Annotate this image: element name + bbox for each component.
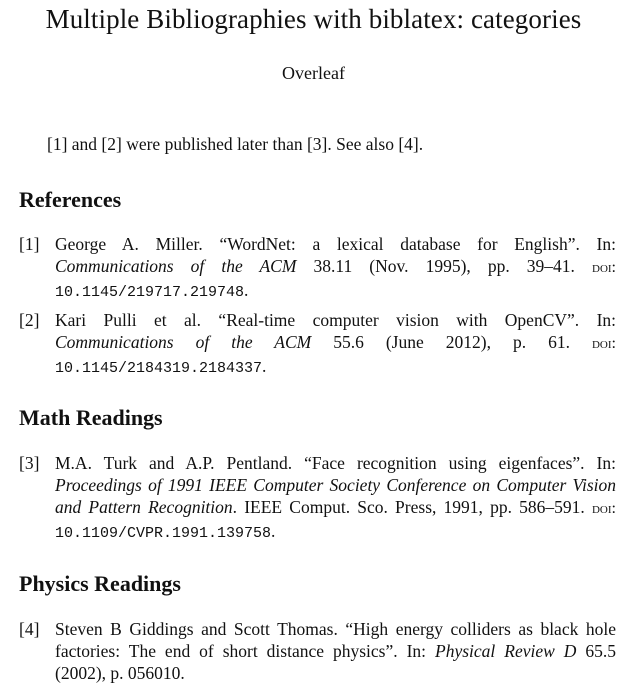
bib-details: 55.6 (June 2012), p. 61. xyxy=(333,332,570,352)
bib-details: 38.11 (Nov. 1995), pp. 39–41. xyxy=(313,256,575,276)
bib-end: . xyxy=(271,521,276,541)
bib-details: . IEEE Comput. Sco. Press, 1991, pp. 586–591. xyxy=(232,497,585,517)
bib-venue: Proceedings of 1991 IEEE Computer Society Conference on Computer Vision and Pattern Recognition xyxy=(55,475,616,517)
bib-entry-4 xyxy=(19,618,616,684)
bib-entry-1 xyxy=(19,233,616,304)
bib-entry-3 xyxy=(19,452,616,545)
bib-in: In: xyxy=(596,234,616,254)
bib-label: [1] xyxy=(19,234,40,254)
document-title: Multiple Bibliographies with biblatex: categories xyxy=(45,4,582,34)
bib-label: [3] xyxy=(19,453,40,473)
bib-doi[interactable]: 10.1109/CVPR.1991.139758 xyxy=(55,525,272,542)
bib-details: 65.5 (2002), p. 056010. xyxy=(55,641,616,683)
bib-in: In: xyxy=(596,310,617,330)
bib-doi-label: doi: xyxy=(591,335,616,352)
bib-title: “Face recognition using eigenfaces”. xyxy=(304,453,585,473)
bib-doi-label: doi: xyxy=(591,500,617,517)
bib-title: “WordNet: a lexical database for English”. xyxy=(219,234,580,254)
bib-entry-body xyxy=(55,618,616,684)
bib-in: In: xyxy=(596,453,616,473)
bib-authors: Kari Pulli et al. xyxy=(55,310,202,330)
bib-venue: Physical Review D xyxy=(435,641,577,661)
physics-readings-heading: Physics Readings xyxy=(19,571,181,596)
bib-end: . xyxy=(244,280,249,300)
bib-venue: Communications of the ACM xyxy=(55,256,297,276)
bib-authors: George A. Miller. xyxy=(55,234,203,254)
bib-doi-label: doi: xyxy=(592,259,617,276)
intro-paragraph: [1] and [2] were published later than [3]. See also [4]. xyxy=(47,134,424,154)
bib-entry-body xyxy=(55,452,616,545)
bib-authors: Steven B Giddings and Scott Thomas. xyxy=(55,619,338,639)
bib-label: [2] xyxy=(19,310,40,330)
bib-entry-body xyxy=(55,233,616,304)
bib-authors: M.A. Turk and A.P. Pentland. xyxy=(55,453,293,473)
bib-venue: Communications of the ACM xyxy=(55,332,312,352)
bib-end: . xyxy=(262,356,267,376)
math-readings-heading: Math Readings xyxy=(19,405,163,430)
bib-doi[interactable]: 10.1145/219717.219748 xyxy=(55,284,245,301)
bib-doi[interactable]: 10.1145/2184319.2184337 xyxy=(55,360,263,377)
bib-title: “Real-time computer vision with OpenCV”. xyxy=(218,310,580,330)
references-heading: References xyxy=(19,187,122,212)
bib-in: In: xyxy=(406,641,427,661)
bib-title: “High energy colliders as black hole factories: The end of short distance physics”. xyxy=(55,619,617,661)
bib-label: [4] xyxy=(19,619,40,639)
bib-entry-body xyxy=(55,309,616,380)
document-author: Overleaf xyxy=(282,63,345,83)
bib-entry-2 xyxy=(19,309,616,380)
